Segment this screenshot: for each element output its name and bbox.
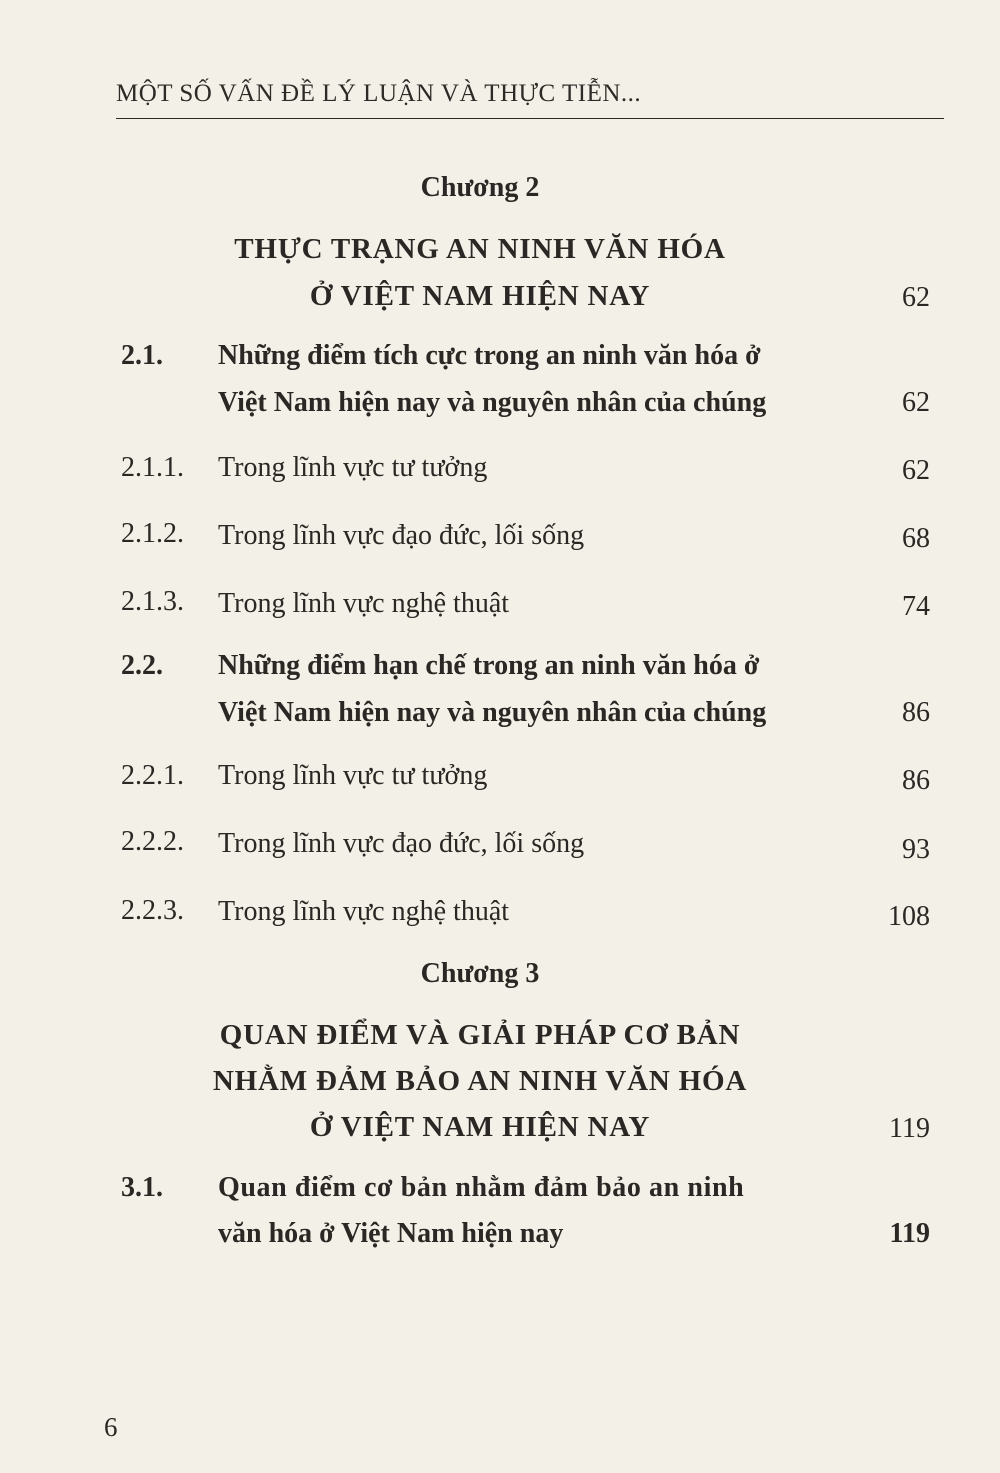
chapter-2-title-line2: Ở VIỆT NAM HIỆN NAY bbox=[309, 280, 651, 312]
toc-entry-title-line2: Việt Nam hiện nay và nguyên nhân của chúng bbox=[218, 387, 767, 418]
chapter-3-title-line1: QUAN ĐIỂM VÀ GIẢI PHÁP CƠ BẢN bbox=[219, 1019, 741, 1051]
toc-entry-title-line2: Việt Nam hiện nay và nguyên nhân của chúng bbox=[218, 697, 767, 728]
toc-entry-page: 93 bbox=[902, 834, 930, 865]
toc-entry-number: 3.1. bbox=[121, 1172, 163, 1203]
toc-entry-title: Trong lĩnh vực nghệ thuật bbox=[218, 588, 510, 619]
toc-entry-number: 2.2.2. bbox=[121, 826, 184, 857]
toc-entry-number: 2.2. bbox=[121, 650, 163, 681]
toc-entry-page: 68 bbox=[902, 523, 930, 554]
toc-entry-page: 86 bbox=[902, 765, 930, 796]
toc-entry-number: 2.1. bbox=[121, 340, 163, 371]
toc-entry-page: 74 bbox=[902, 591, 930, 622]
toc-entry-title-line1: Những điểm tích cực trong an ninh văn hóa ở bbox=[218, 340, 761, 371]
toc-entry-title: Trong lĩnh vực đạo đức, lối sống bbox=[218, 520, 585, 551]
toc-entry-title: Trong lĩnh vực tư tưởng bbox=[218, 760, 488, 791]
toc-entry-title-line1: Quan điểm cơ bản nhằm đảm bảo an ninh bbox=[218, 1172, 745, 1203]
toc-entry-title: Trong lĩnh vực nghệ thuật bbox=[218, 896, 510, 927]
chapter-3-page: 119 bbox=[889, 1113, 930, 1144]
chapter-3-label: Chương 3 bbox=[420, 958, 540, 989]
chapter-3-title-line2: NHẰM ĐẢM BẢO AN NINH VĂN HÓA bbox=[212, 1065, 748, 1097]
toc-entry-title-line1: Những điểm hạn chế trong an ninh văn hóa ở bbox=[218, 650, 760, 681]
toc-entry-number: 2.2.1. bbox=[121, 760, 184, 791]
chapter-2-page: 62 bbox=[902, 282, 930, 313]
chapter-2-title-line1: THỰC TRẠNG AN NINH VĂN HÓA bbox=[234, 233, 726, 265]
toc-entry-title-line2: văn hóa ở Việt Nam hiện nay bbox=[218, 1218, 564, 1249]
toc-entry-page: 86 bbox=[902, 697, 930, 728]
toc-entry-number: 2.1.3. bbox=[121, 586, 184, 617]
toc-entry-number: 2.1.2. bbox=[121, 518, 184, 549]
toc-entry-number: 2.2.3. bbox=[121, 895, 184, 926]
toc-entry-title: Trong lĩnh vực đạo đức, lối sống bbox=[218, 828, 585, 859]
running-header: MỘT SỐ VẤN ĐỀ LÝ LUẬN VÀ THỰC TIỄN... bbox=[116, 80, 642, 107]
toc-entry-page: 62 bbox=[902, 387, 930, 418]
toc-entry-number: 2.1.1. bbox=[121, 452, 184, 483]
toc-entry-page: 108 bbox=[888, 901, 930, 932]
chapter-3-title-line3: Ở VIỆT NAM HIỆN NAY bbox=[309, 1111, 651, 1143]
chapter-2-label: Chương 2 bbox=[420, 172, 540, 203]
page-number: 6 bbox=[104, 1412, 118, 1442]
header-rule bbox=[116, 118, 944, 119]
toc-entry-page: 62 bbox=[902, 455, 930, 486]
toc-entry-page: 119 bbox=[889, 1218, 930, 1249]
toc-entry-title: Trong lĩnh vực tư tưởng bbox=[218, 452, 488, 483]
